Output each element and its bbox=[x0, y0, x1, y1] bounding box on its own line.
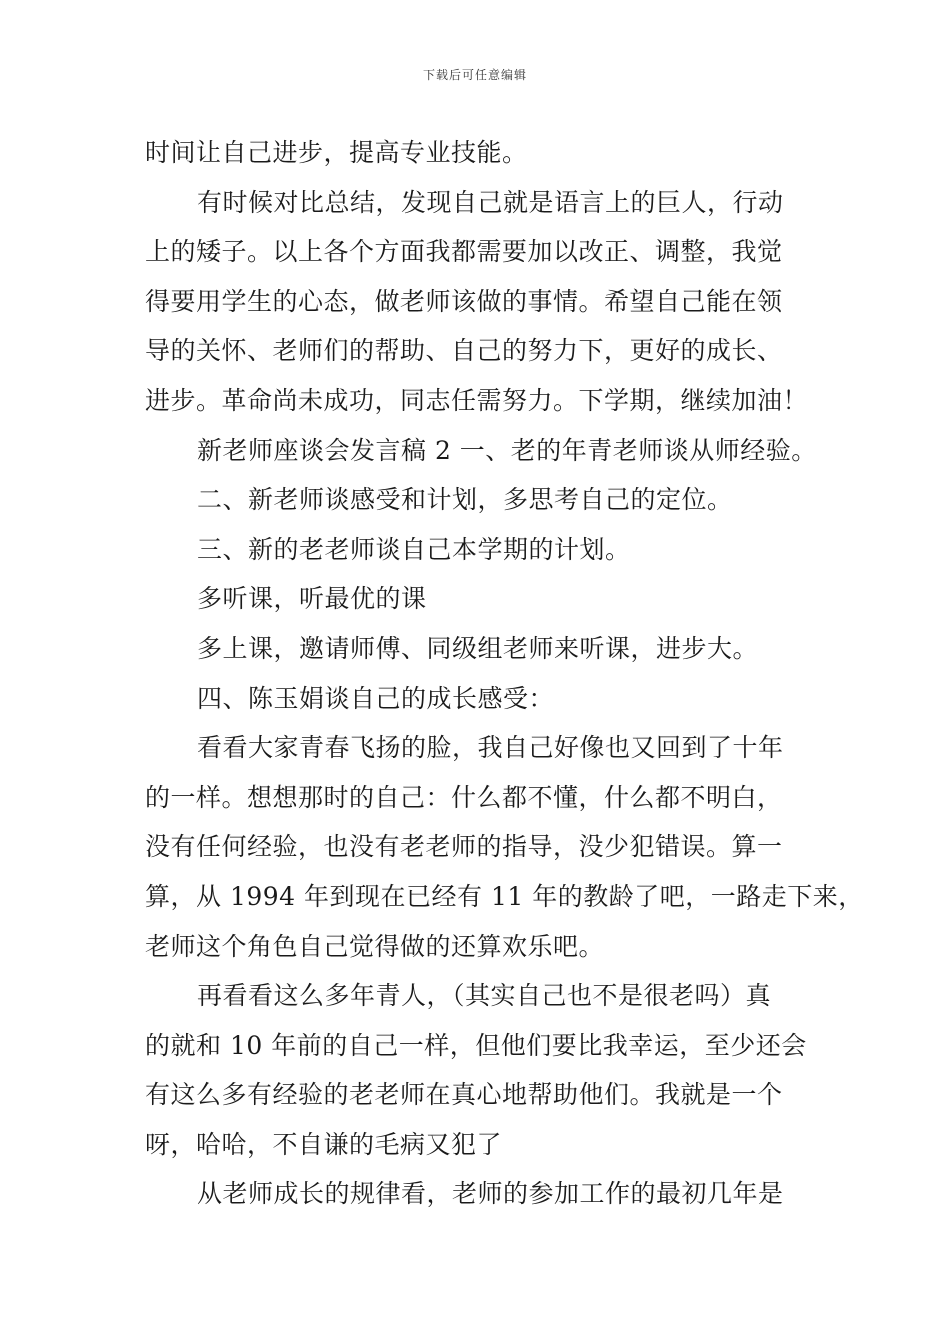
text-line: 算，从 1994 年到现在已经有 11 年的教龄了吧，一路走下来， bbox=[145, 881, 864, 911]
text-line: 二、新老师谈感受和计划，多思考自己的定位。 bbox=[197, 485, 733, 515]
text-line: 再看看这么多年青人，（其实自己也不是很老吗）真 bbox=[197, 981, 772, 1011]
text-line: 有这么多有经验的老老师在真心地帮助他们。我就是一个 bbox=[145, 1080, 783, 1110]
text-line: 进步。革命尚未成功，同志任需努力。下学期，继续加油！ bbox=[145, 385, 809, 415]
text-line: 导的关怀、老师们的帮助、自己的努力下，更好的成长、 bbox=[145, 336, 783, 366]
text-line: 得要用学生的心态，做老师该做的事情。希望自己能在领 bbox=[145, 286, 783, 316]
text-line: 从老师成长的规律看，老师的参加工作的最初几年是 bbox=[197, 1179, 784, 1209]
text-line: 多上课，邀请师傅、同级组老师来听课，进步大。 bbox=[197, 633, 759, 663]
text-line: 上的矮子。以上各个方面我都需要加以改正、调整，我觉 bbox=[145, 237, 783, 267]
text-line: 四、陈玉娟谈自己的成长感受： bbox=[197, 683, 555, 713]
header-note: 下载后可任意编辑 bbox=[422, 68, 527, 82]
text-line: 三、新的老老师谈自己本学期的计划。 bbox=[197, 534, 631, 564]
text-line: 的就和 10 年前的自己一样，但他们要比我幸运，至少还会 bbox=[145, 1030, 807, 1060]
body-text bbox=[145, 128, 864, 1219]
text-line: 多听课，听最优的课 bbox=[197, 584, 427, 614]
text-line: 的一样。想想那时的自己：什么都不懂，什么都不明白， bbox=[145, 782, 783, 812]
text-line: 没有任何经验，也没有老老师的指导，没少犯错误。算一 bbox=[145, 832, 783, 862]
text-line: 呀，哈哈，不自谦的毛病又犯了 bbox=[145, 1129, 503, 1159]
text-line: 时间让自己进步，提高专业技能。 bbox=[145, 138, 528, 167]
text-line: 老师这个角色自己觉得做的还算欢乐吧。 bbox=[145, 931, 605, 961]
text-line: 有时候对比总结，发现自己就是语言上的巨人，行动 bbox=[197, 187, 784, 217]
text-line: 新老师座谈会发言稿 2 一、老的年青老师谈从师经验。 bbox=[197, 435, 817, 465]
text-line: 看看大家青春飞扬的脸，我自己好像也又回到了十年 bbox=[197, 733, 784, 763]
